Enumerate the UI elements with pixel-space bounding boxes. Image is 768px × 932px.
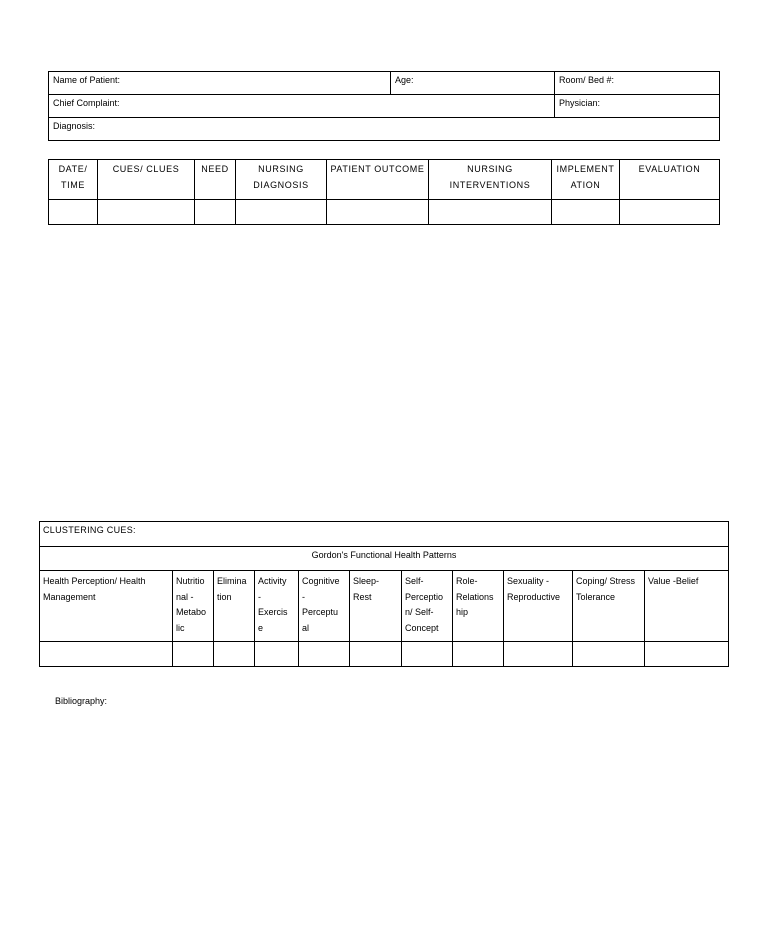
entry-implementation-cell[interactable] xyxy=(552,200,620,225)
gordons-patterns-title: Gordon's Functional Health Patterns xyxy=(40,547,729,571)
pattern-role-relationship: Role- Relations hip xyxy=(453,571,504,642)
header-nursing-diagnosis: NURSING DIAGNOSIS xyxy=(236,160,327,200)
care-plan-header-row xyxy=(49,160,720,200)
age-label: Age: xyxy=(395,75,414,85)
entry-outcome-cell[interactable] xyxy=(327,200,429,225)
entry-value-belief-cell[interactable] xyxy=(645,642,729,667)
pattern-nutritional-metabolic: Nutritio nal - Metabo lic xyxy=(173,571,214,642)
header-patient-outcome: PATIENT OUTCOME xyxy=(327,160,429,200)
care-plan-table xyxy=(48,159,720,225)
pattern-sexuality-reproductive: Sexuality - Reproductive xyxy=(504,571,573,642)
entry-self-perception-cell[interactable] xyxy=(402,642,453,667)
entry-diagnosis-cell[interactable] xyxy=(236,200,327,225)
care-plan-entry-row xyxy=(49,200,720,225)
clustering-cues-title: CLUSTERING CUES: xyxy=(40,522,729,547)
diagnosis-field[interactable] xyxy=(49,118,720,141)
entry-cognitive-cell[interactable] xyxy=(299,642,350,667)
patterns-entry-row xyxy=(40,642,729,667)
room-bed-label: Room/ Bed #: xyxy=(559,75,615,85)
physician-label: Physician: xyxy=(559,98,601,108)
entry-health-perception-cell[interactable] xyxy=(40,642,173,667)
entry-sleep-cell[interactable] xyxy=(350,642,402,667)
header-need: NEED xyxy=(195,160,236,200)
header-implementation: IMPLEMENT ATION xyxy=(552,160,620,200)
patient-info-table xyxy=(48,71,720,141)
physician-field[interactable] xyxy=(555,95,720,118)
entry-elimination-cell[interactable] xyxy=(214,642,255,667)
pattern-elimination: Elimina tion xyxy=(214,571,255,642)
pattern-cognitive-perceptual: Cognitive - Perceptu al xyxy=(299,571,350,642)
diagnosis-label: Diagnosis: xyxy=(53,121,96,131)
pattern-self-perception: Self- Perceptio n/ Self- Concept xyxy=(402,571,453,642)
patient-name-label: Name of Patient: xyxy=(53,75,121,85)
pattern-sleep-rest: Sleep- Rest xyxy=(350,571,402,642)
entry-need-cell[interactable] xyxy=(195,200,236,225)
chief-complaint-label: Chief Complaint: xyxy=(53,98,120,108)
entry-nutritional-cell[interactable] xyxy=(173,642,214,667)
room-bed-field[interactable] xyxy=(555,72,720,95)
chief-complaint-field[interactable] xyxy=(49,95,555,118)
pattern-coping-stress: Coping/ Stress Tolerance xyxy=(573,571,645,642)
age-field[interactable] xyxy=(391,72,555,95)
entry-evaluation-cell[interactable] xyxy=(620,200,720,225)
bibliography-label: Bibliography: xyxy=(55,696,108,706)
pattern-health-perception: Health Perception/ Health Management xyxy=(40,571,173,642)
header-evaluation: EVALUATION xyxy=(620,160,720,200)
entry-role-cell[interactable] xyxy=(453,642,504,667)
pattern-activity-exercise: Activity - Exercis e xyxy=(255,571,299,642)
entry-interventions-cell[interactable] xyxy=(429,200,552,225)
header-cues-clues: CUES/ CLUES xyxy=(98,160,195,200)
entry-sexuality-cell[interactable] xyxy=(504,642,573,667)
patterns-header-row xyxy=(40,571,729,642)
entry-cues-cell[interactable] xyxy=(98,200,195,225)
patient-name-field[interactable] xyxy=(49,72,391,95)
header-nursing-interventions: NURSING INTERVENTIONS xyxy=(429,160,552,200)
entry-date-time-cell[interactable] xyxy=(49,200,98,225)
header-date-time: DATE/ TIME xyxy=(49,160,98,200)
entry-coping-cell[interactable] xyxy=(573,642,645,667)
clustering-cues-table xyxy=(39,521,729,667)
pattern-value-belief: Value -Belief xyxy=(645,571,729,642)
entry-activity-cell[interactable] xyxy=(255,642,299,667)
